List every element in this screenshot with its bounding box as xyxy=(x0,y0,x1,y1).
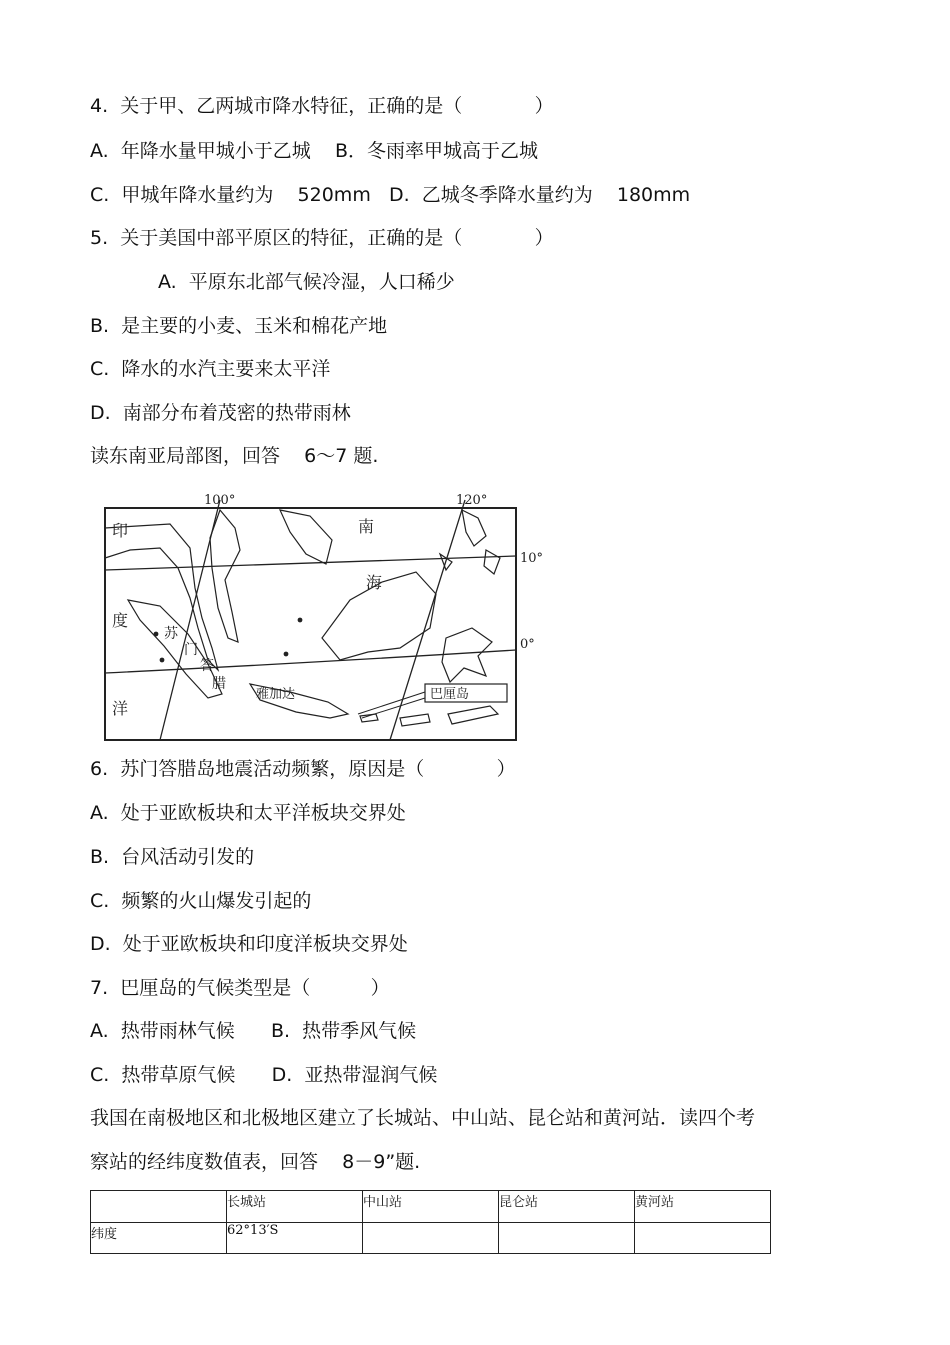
indian-ocean-char-2: 度 xyxy=(112,611,129,630)
bali-label: 巴厘岛 xyxy=(430,687,470,702)
q7-stem: 7. 巴厘岛的气候类型是（ ） xyxy=(90,977,390,999)
q7-options-ab: A. 热带雨林气候 B. 热带季风气候 xyxy=(90,1020,417,1042)
q5-option-d: D. 南部分布着茂密的热带雨林 xyxy=(90,402,351,424)
south-china-sea-char-2: 海 xyxy=(366,573,383,592)
table-cell xyxy=(635,1223,771,1254)
lon-120-label: 120° xyxy=(456,493,488,508)
q6-option-c: C. 频繁的火山爆发引起的 xyxy=(90,890,312,912)
q6-option-d: D. 处于亚欧板块和印度洋板块交界处 xyxy=(90,933,408,955)
q5-option-a: A. 平原东北部气候冷湿，人口稀少 xyxy=(158,271,455,293)
q5-option-b: B. 是主要的小麦、玉米和棉花产地 xyxy=(90,315,388,337)
q5-stem: 5. 关于美国中部平原区的特征，正确的是（ ） xyxy=(90,227,554,249)
station-coordinates-table xyxy=(90,1190,771,1254)
q4-options-ab: A. 年降水量甲城小于乙城 B．冬雨率甲城高于乙城 xyxy=(90,140,538,162)
table-header-cell: 长城站 xyxy=(227,1191,363,1223)
table-header-cell: 中山站 xyxy=(363,1191,499,1223)
sumatra-char-2: 门 xyxy=(184,642,198,658)
table-header-cell: 昆仑站 xyxy=(499,1191,635,1223)
sumatra-char-3: 答 xyxy=(200,658,214,674)
q6-option-b: B. 台风活动引发的 xyxy=(90,846,255,868)
q6-option-a: A. 处于亚欧板块和太平洋板块交界处 xyxy=(90,802,406,824)
table-header-cell xyxy=(91,1191,227,1223)
intro-6-7: 读东南亚局部图，回答 6～7 题. xyxy=(90,445,379,467)
table-header-row xyxy=(91,1191,771,1223)
table-cell xyxy=(363,1223,499,1254)
lat-10-label: 10° xyxy=(520,551,544,566)
sumatra-char-4: 腊 xyxy=(212,676,226,692)
lon-100-label: 100° xyxy=(204,493,236,508)
southeast-asia-map xyxy=(100,488,550,748)
sumatra-char-1: 苏 xyxy=(164,626,178,642)
intro-8-9-line-1: 我国在南极地区和北极地区建立了长城站、中山站、昆仑站和黄河站．读四个考 xyxy=(90,1107,756,1129)
q4-options-cd: C. 甲城年降水量约为 520mm D. 乙城冬季降水量约为 180mm xyxy=(90,184,691,206)
table-cell: 62°13′S xyxy=(227,1223,363,1254)
q7-options-cd: C. 热带草原气候 D. 亚热带湿润气候 xyxy=(90,1064,438,1086)
table-header-cell: 黄河站 xyxy=(635,1191,771,1223)
q5-option-c: C. 降水的水汽主要来太平洋 xyxy=(90,358,331,380)
table-row xyxy=(91,1223,771,1254)
lat-0-label: 0° xyxy=(520,637,535,652)
q6-stem: 6. 苏门答腊岛地震活动频繁，原因是（ ） xyxy=(90,758,516,780)
table-cell xyxy=(499,1223,635,1254)
jakarta-label: 雅加达 xyxy=(256,687,296,702)
table-cell: 纬度 xyxy=(91,1223,227,1254)
indian-ocean-char-1: 印 xyxy=(112,521,129,540)
q4-stem: 4. 关于甲、乙两城市降水特征，正确的是（ ） xyxy=(90,95,554,117)
intro-8-9-line-2: 察站的经纬度数值表，回答 8－9”题. xyxy=(90,1151,421,1173)
south-china-sea-char-1: 南 xyxy=(358,517,375,536)
indian-ocean-char-3: 洋 xyxy=(112,699,129,718)
